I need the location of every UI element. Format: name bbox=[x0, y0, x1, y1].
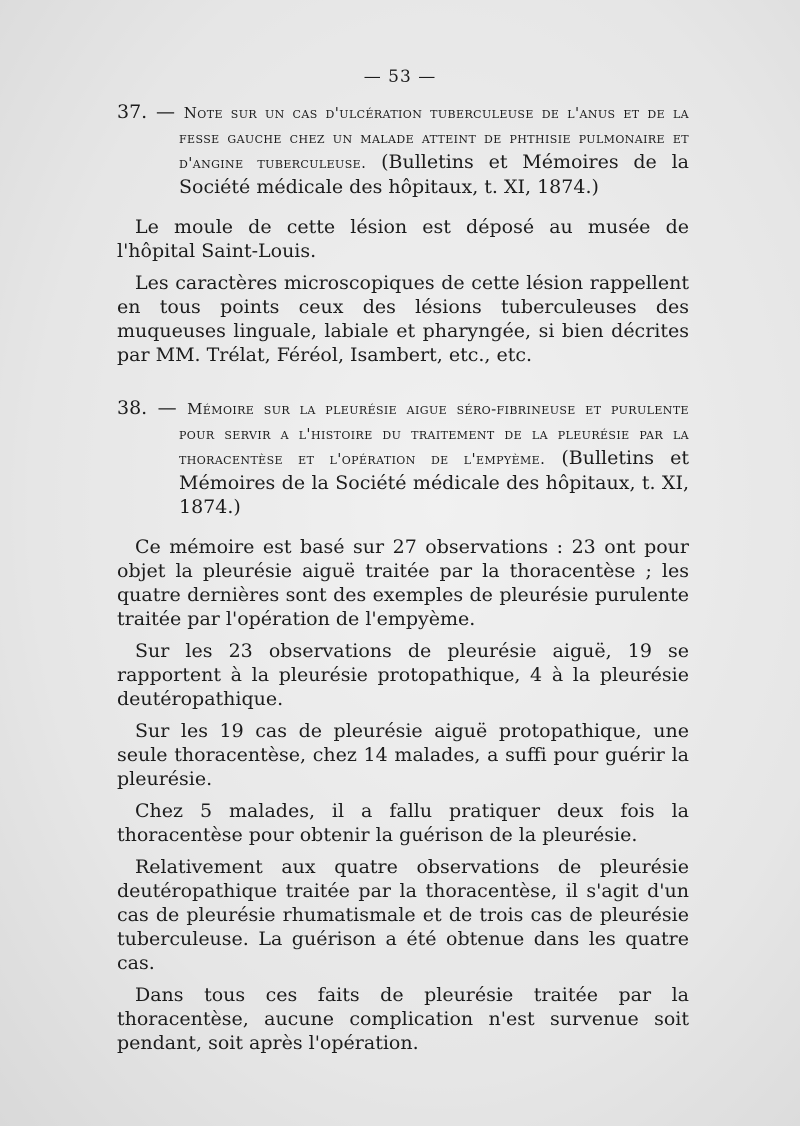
entry-heading bbox=[117, 100, 689, 199]
paragraph: Chez 5 malades, il a fallu pratiquer deux fois la thoracentèse pour obtenir la guérison de la pleurésie. bbox=[117, 800, 689, 846]
entry-37 bbox=[117, 100, 689, 367]
paragraph: Ce mémoire est basé sur 27 observations : 23 ont pour objet la pleurésie aiguë traitée par la thoracentèse ; les quatre dernières sont des exemples de pleurésie purulente traitée par l'opération de l'empyème. bbox=[117, 536, 689, 630]
paragraph: Dans tous ces faits de pleurésie traitée par la thoracentèse, aucune complication n'est survenue soit pendant, soit après l'opération. bbox=[117, 984, 689, 1054]
entry-citation: (Bulletins et Mémoires de la Société médicale des hôpitaux, t. XI, 1874.) bbox=[179, 151, 689, 198]
entry-title: Note sur un cas d'ulcération tuberculeuse de l'anus et de la fesse gauche chez un malade atteint de phthisie pulmonaire et d'angine tuberculeuse. bbox=[179, 104, 689, 172]
entry-body bbox=[117, 535, 689, 1055]
entry-body bbox=[117, 215, 689, 367]
paragraph: Les caractères microscopiques de cette lésion rappellent en tous points ceux des lésions tuberculeuses des muqueuses linguale, labiale et pharyngée, si bien décrites par MM. Trélat, Féréol, Isambert, etc., etc. bbox=[117, 272, 689, 366]
entry-number: 37. — bbox=[117, 101, 175, 123]
paragraph: Sur les 19 cas de pleurésie aiguë protopathique, une seule thoracentèse, chez 14 malades, a suffi pour guérir la pleurésie. bbox=[117, 720, 689, 790]
entry-heading bbox=[117, 396, 689, 519]
page-number: — 53 — bbox=[363, 67, 437, 87]
entry-citation: (Bulletins et Mémoires de la Société médicale des hôpitaux, t. XI, 1874.) bbox=[179, 447, 689, 518]
entry-38 bbox=[117, 396, 689, 1055]
entry-number: 38. — bbox=[117, 397, 177, 419]
paragraph: Sur les 23 observations de pleurésie aiguë, 19 se rapportent à la pleurésie protopathique, 4 à la pleurésie deutéropathique. bbox=[117, 640, 689, 710]
paragraph: Relativement aux quatre observations de pleurésie deutéropathique traitée par la thoracentèse, il s'agit d'un cas de pleurésie rhumatismale et de trois cas de pleurésie tuberculeuse. La guérison a été obtenue dans les quatre cas. bbox=[117, 856, 689, 974]
entry-title: Mémoire sur la pleurésie aigue séro-fibrineuse et purulente pour servir a l'histoire du traitement de la pleurésie par la thoracentèse et l'opération de l'empyème. bbox=[179, 400, 689, 468]
paragraph: Le moule de cette lésion est déposé au musée de l'hôpital Saint-Louis. bbox=[117, 216, 689, 262]
